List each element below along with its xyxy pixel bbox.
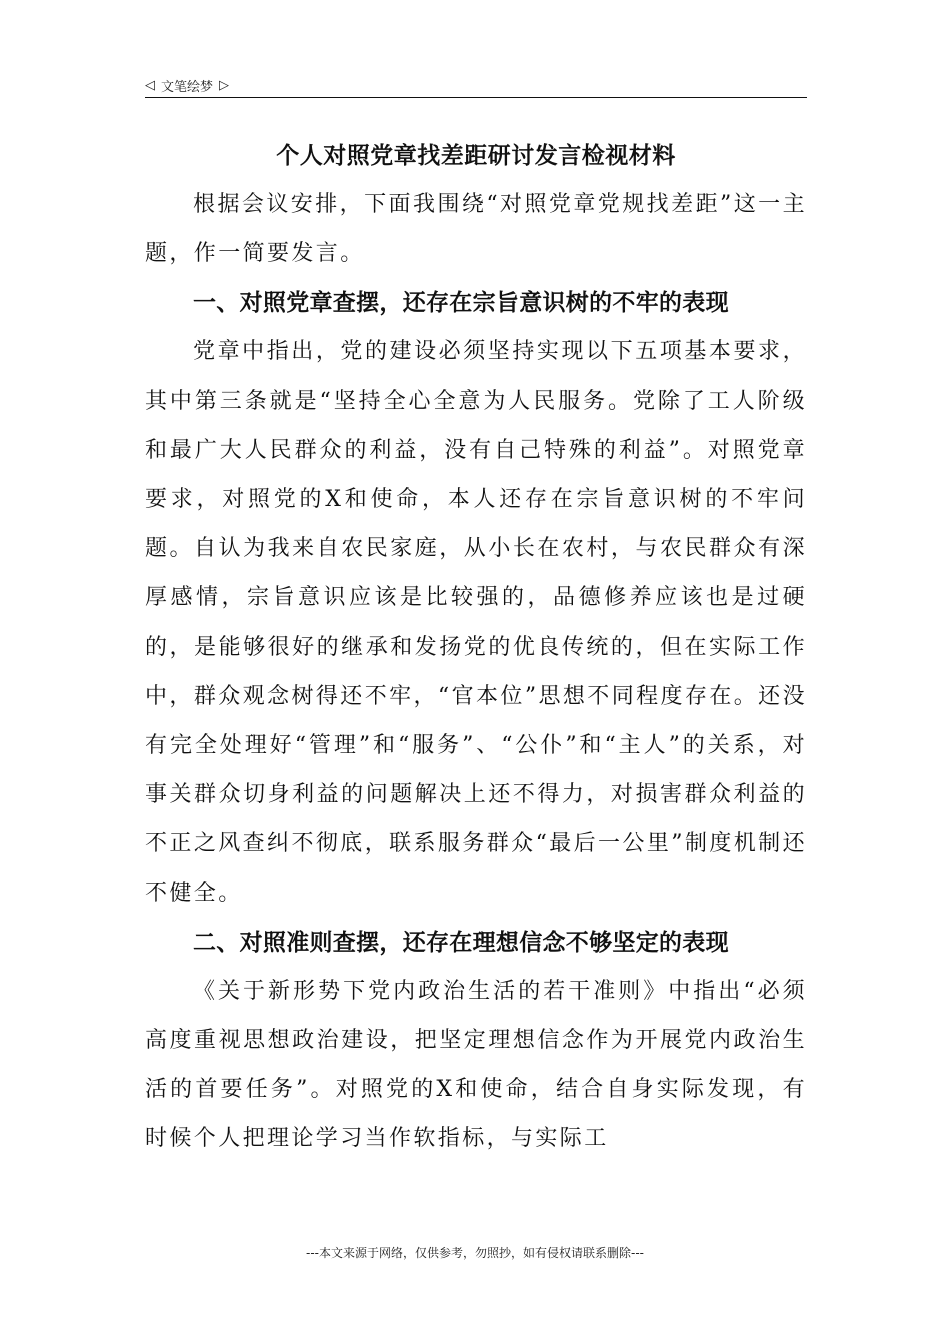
- section-2-heading: 二、对照准则查摆，还存在理想信念不够坚定的表现: [193, 928, 729, 956]
- section-1-paragraph: 党章中指出，党的建设必须坚持实现以下五项基本要求，其中第三条就是“坚持全心全意为人民服务。党除了工人阶级和最广大人民群众的利益，没有自己特殊的利益”。对照党章要求，对照党的X和使命，本人还存在宗旨意识树的不牢问题。自认为我来自农民家庭，从小长在农村，与农民群众有深厚感情，宗旨意识应该是比较强的，品德修养应该也是过硬的，是能够很好的继承和发扬党的优良传统的，但在实际工作中，群众观念树得还不牢，“官本位”思想不同程度存在。还没有完全处理好“管理”和“服务”、“公仆”和“主人”的关系，对事关群众切身利益的问题解决上还不得力，对损害群众利益的不正之风查纠不彻底，联系服务群众“最后一公里”制度机制还不健全。: [145, 339, 807, 906]
- section-2-paragraph: 《关于新形势下党内政治生活的若干准则》中指出“必须高度重视思想政治建设，把坚定理想信念作为开展党内政治生活的首要任务”。对照党的X和使命，结合自身实际发现，有时候个人把理论学习当作软指标，与实际工: [145, 978, 807, 1152]
- header-divider: [145, 97, 807, 98]
- document-title: 个人对照党章找差距研讨发言检视材料: [276, 142, 676, 169]
- header-brand: 文笔绘梦: [161, 79, 214, 95]
- intro-paragraph: 根据会议安排，下面我围绕“对照党章党规找差距”这一主题，作一简要发言。: [145, 192, 807, 267]
- section-1-heading: 一、对照党章查摆，还存在宗旨意识树的不牢的表现: [193, 289, 729, 317]
- page-header: [145, 74, 807, 96]
- triangle-right-icon: ▷: [219, 77, 230, 93]
- document-body: [145, 131, 807, 1164]
- footer-notice: ---本文来源于网络，仅供参考，勿照抄，如有侵权请联系删除---: [306, 1246, 644, 1260]
- triangle-left-icon: ◁: [145, 77, 155, 93]
